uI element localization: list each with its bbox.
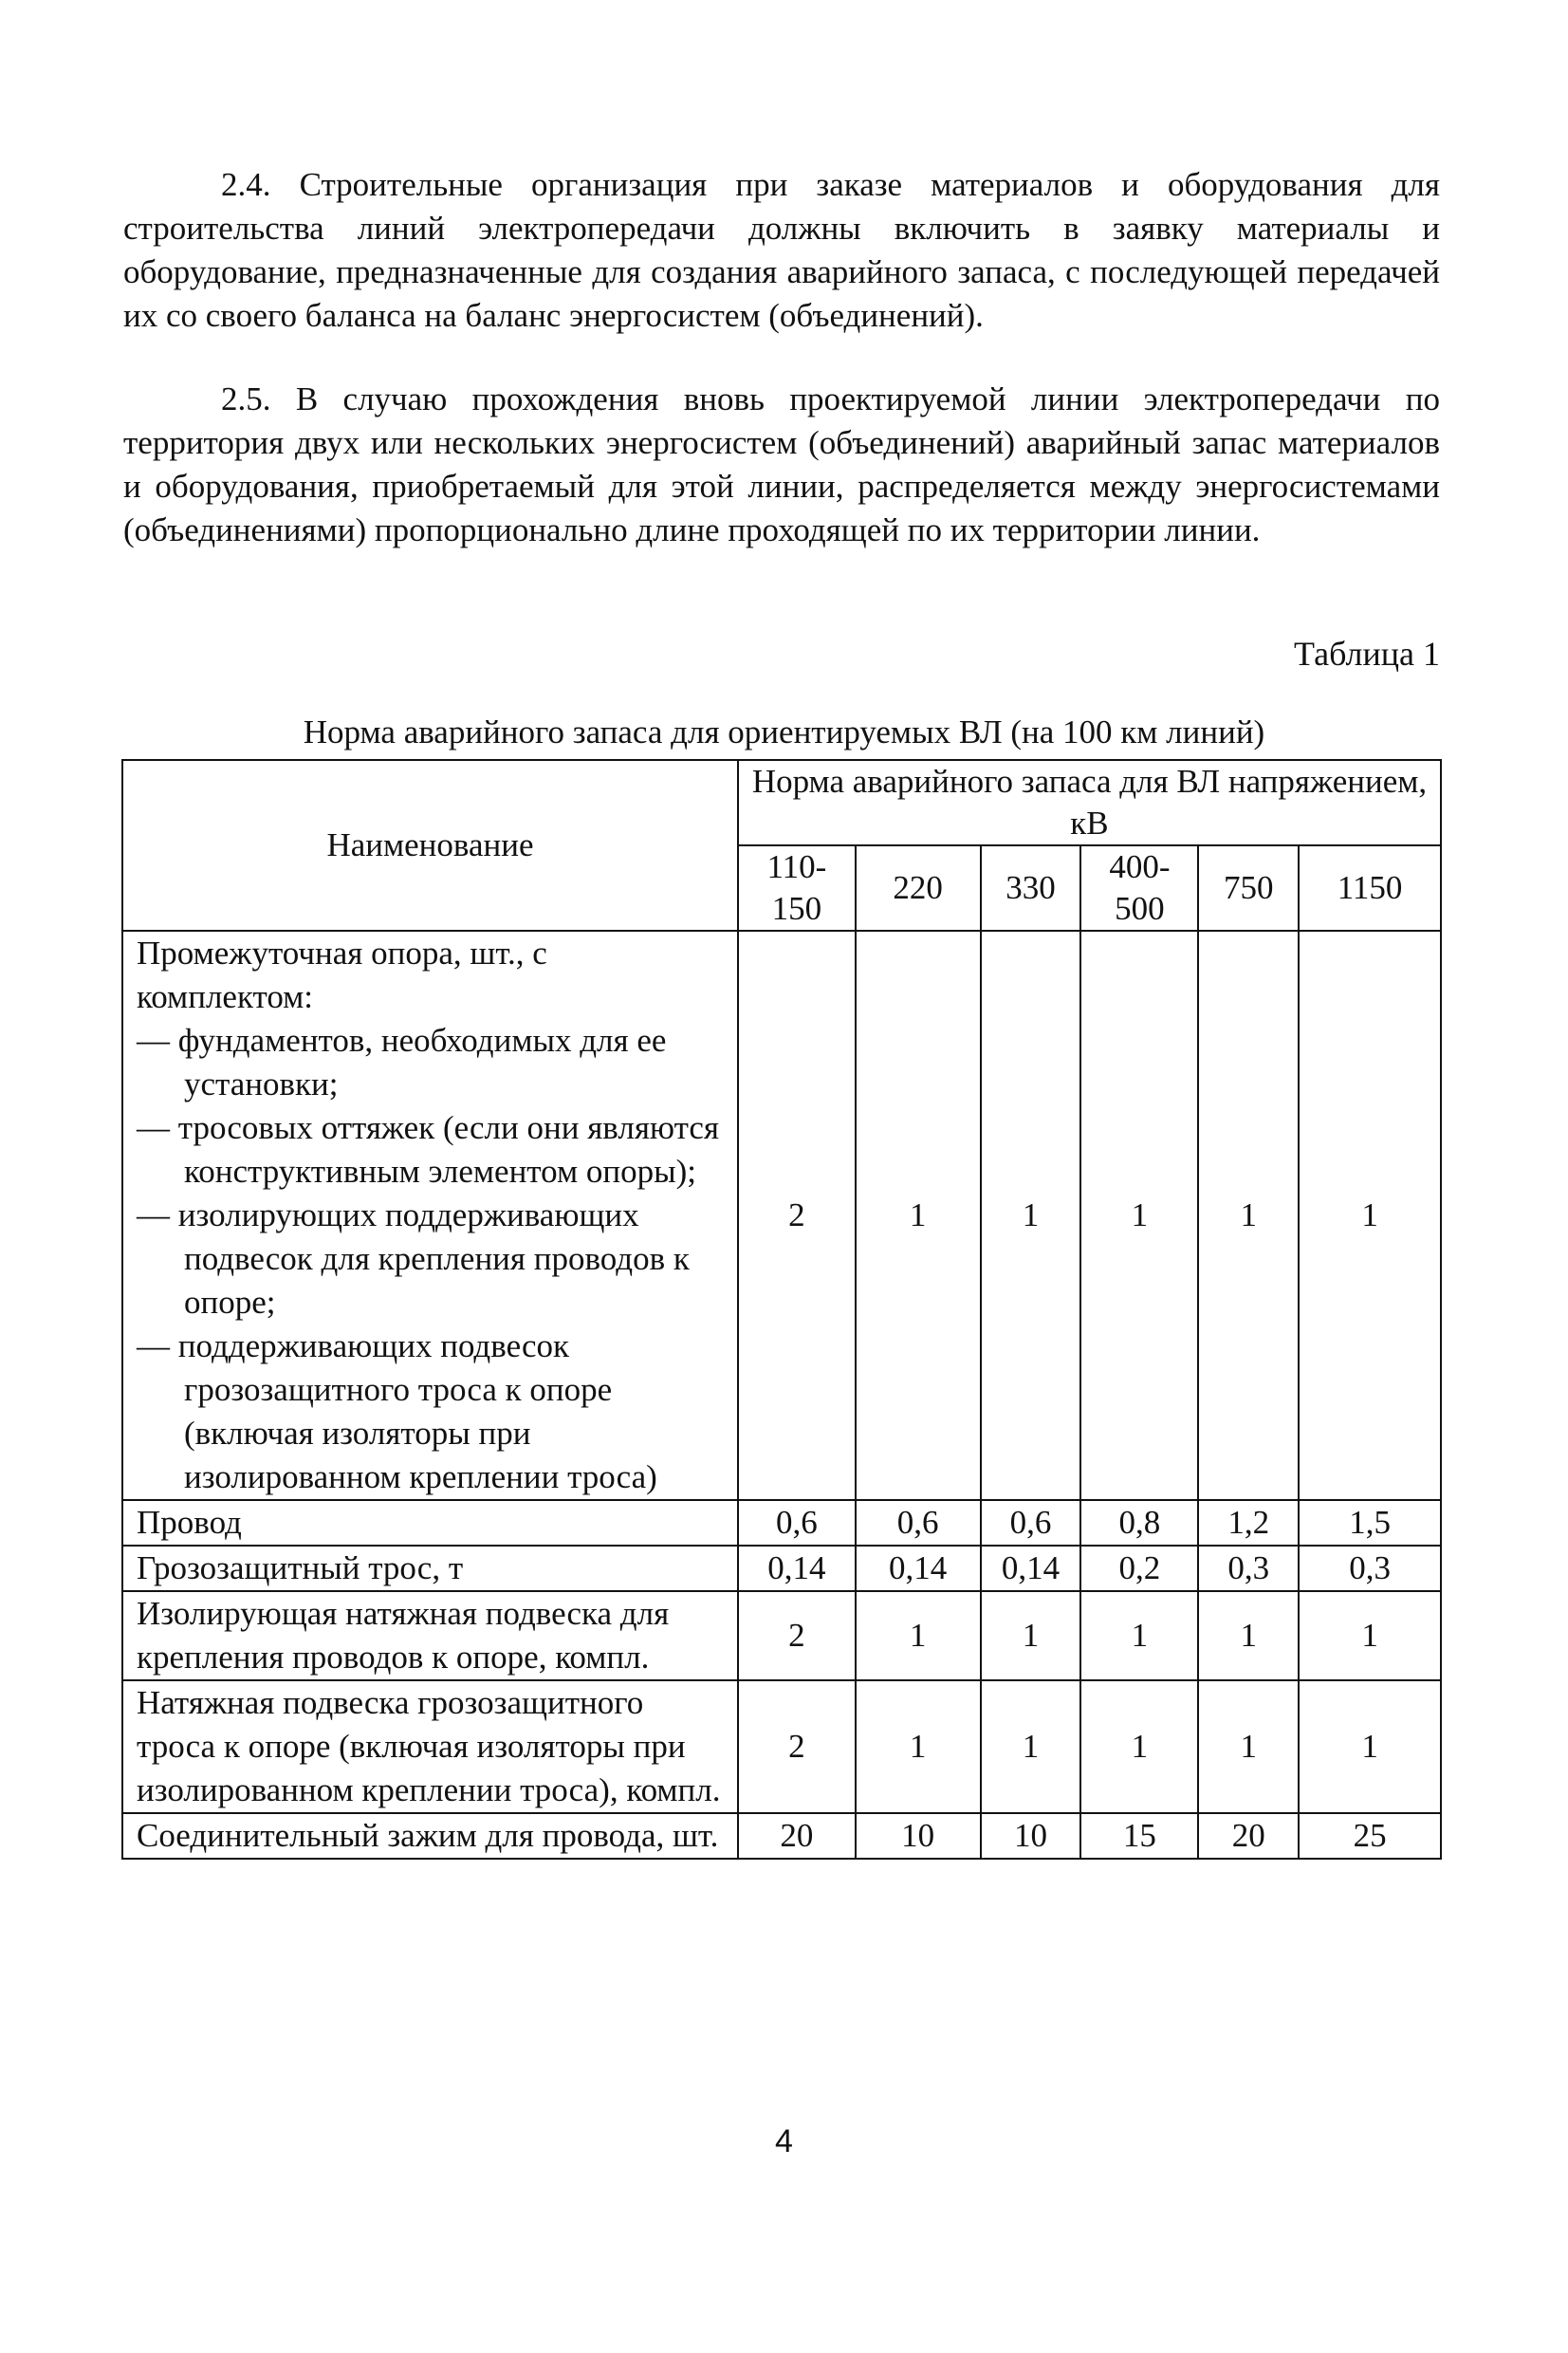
page-number: 4: [775, 2123, 793, 2159]
row-name: Провод: [122, 1500, 738, 1546]
header-voltage: 400-500: [1080, 845, 1198, 931]
cell-value: 1: [981, 931, 1081, 1500]
header-voltage: 110-150: [738, 845, 856, 931]
table-number-label: Таблица 1: [1294, 635, 1440, 673]
row-subitem: — изолирующих поддерживающих подвесок для крепления проводов к опоре;: [137, 1196, 690, 1321]
cell-value: 0,14: [738, 1546, 856, 1591]
row-name-lead: Промежуточная опора, шт., с комплектом:: [137, 935, 547, 1015]
cell-value: 1: [856, 1591, 981, 1680]
cell-value: 0,14: [981, 1546, 1081, 1591]
cell-value: 1: [856, 931, 981, 1500]
cell-value: 0,14: [856, 1546, 981, 1591]
cell-value: 1,2: [1198, 1500, 1299, 1546]
emergency-reserve-table: [121, 759, 1442, 1860]
cell-value: 1: [1299, 931, 1441, 1500]
header-voltage-group: Норма аварийного запаса для ВЛ напряжением, кВ: [738, 760, 1441, 845]
paragraph-2-4: 2.4. Строительные организация при заказе материалов и оборудования для строительства линий электропередачи должны включить в заявку материалы и оборудование, предназначенные для создания аварийного запаса, с последующей передачей их со своего баланса на баланс энергосистем (объединений).: [123, 166, 1440, 334]
cell-value: 1: [1080, 1591, 1198, 1680]
table-row: [122, 1500, 1441, 1546]
row-name: Грозозащитный трос, т: [122, 1546, 738, 1591]
cell-value: 0,6: [738, 1500, 856, 1546]
cell-value: 10: [981, 1813, 1081, 1859]
cell-value: 25: [1299, 1813, 1441, 1859]
cell-value: 15: [1080, 1813, 1198, 1859]
cell-value: 0,8: [1080, 1500, 1198, 1546]
cell-value: 0,2: [1080, 1546, 1198, 1591]
row-name: Соединительный зажим для провода, шт.: [122, 1813, 738, 1859]
cell-value: 1: [1299, 1591, 1441, 1680]
cell-value: 0,3: [1198, 1546, 1299, 1591]
cell-value: 1: [1198, 1591, 1299, 1680]
cell-value: 1: [1198, 1680, 1299, 1813]
row-subitem: — поддерживающих подвесок грозозащитного троса к опоре (включая изоляторы при изолированном креплении троса): [137, 1327, 657, 1495]
header-voltage: 220: [856, 845, 981, 931]
table-row: [122, 1591, 1441, 1680]
header-voltage: 1150: [1299, 845, 1441, 931]
cell-value: 1: [981, 1591, 1081, 1680]
cell-value: 1: [981, 1680, 1081, 1813]
row-subitem: — тросовых оттяжек (если они являются конструктивным элементом опоры);: [137, 1109, 719, 1190]
header-name: Наименование: [122, 760, 738, 931]
cell-value: 1: [856, 1680, 981, 1813]
cell-value: 1: [1299, 1680, 1441, 1813]
row-name: [122, 931, 738, 1500]
row-name: Изолирующая натяжная подвеска для крепления проводов к опоре, компл.: [122, 1591, 738, 1680]
cell-value: 20: [1198, 1813, 1299, 1859]
row-subitem: — фундаментов, необходимых для ее установки;: [137, 1022, 667, 1102]
cell-value: 1: [1198, 931, 1299, 1500]
header-voltage: 330: [981, 845, 1081, 931]
header-voltage: 750: [1198, 845, 1299, 931]
cell-value: 0,6: [856, 1500, 981, 1546]
cell-value: 0,3: [1299, 1546, 1441, 1591]
paragraph-2-5: 2.5. В случаю прохождения вновь проектируемой линии электропередачи по территория двух или нескольких энергосистем (объединений) аварийный запас материалов и оборудования, приобретаемый для этой линии, распределяется между энергосистемами (объединениями) пропорционально длине проходящей по их территории линии.: [123, 380, 1440, 548]
cell-value: 1,5: [1299, 1500, 1441, 1546]
cell-value: 10: [856, 1813, 981, 1859]
table-row: [122, 1813, 1441, 1859]
table-row: [122, 931, 1441, 1500]
table-row: [122, 1546, 1441, 1591]
table-title: Норма аварийного запаса для ориентируемых ВЛ (на 100 км линий): [303, 713, 1265, 750]
cell-value: 2: [738, 931, 856, 1500]
cell-value: 1: [1080, 1680, 1198, 1813]
table-row: [122, 1680, 1441, 1813]
cell-value: 20: [738, 1813, 856, 1859]
row-name: Натяжная подвеска грозозащитного троса к опоре (включая изоляторы при изолированном креплении троса), компл.: [122, 1680, 738, 1813]
cell-value: 0,6: [981, 1500, 1081, 1546]
cell-value: 2: [738, 1680, 856, 1813]
cell-value: 2: [738, 1591, 856, 1680]
cell-value: 1: [1080, 931, 1198, 1500]
